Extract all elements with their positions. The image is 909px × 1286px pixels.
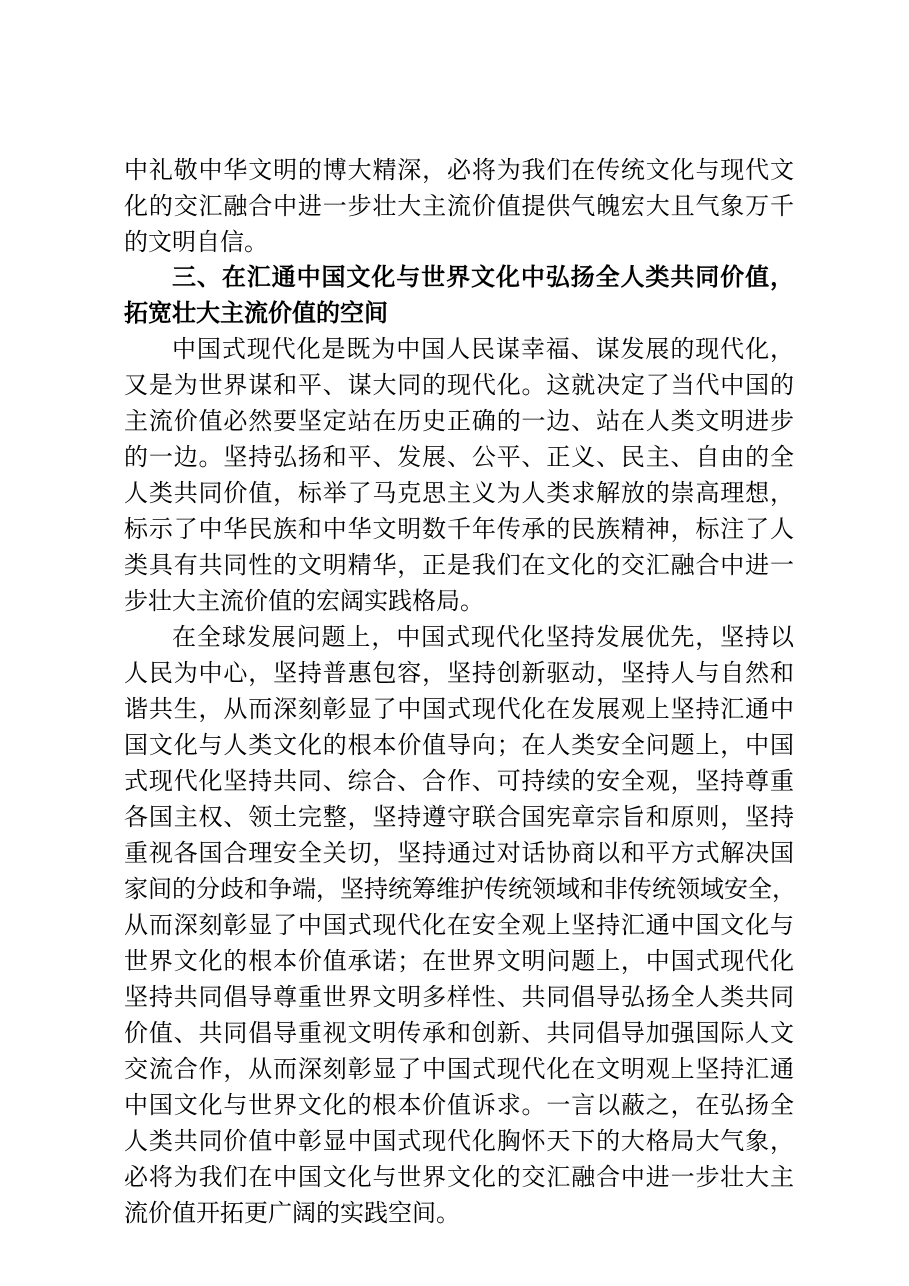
text-line: 的一边。坚持弘扬和平、发展、公平、正义、民主、自由的全 xyxy=(124,443,794,471)
text-line: 中国文化与世界文化的根本价值诉求。一言以蔽之，在弘扬全 xyxy=(124,1091,794,1119)
text-line: 谐共生，从而深刻彰显了中国式现代化在发展观上坚持汇通中 xyxy=(124,695,794,723)
text-line: 化的交汇融合中进一步壮大主流价值提供气魄宏大且气象万千 xyxy=(124,192,794,220)
text-line: 世界文化的根本价值承诺；在世界文明问题上，中国式现代化 xyxy=(124,947,794,975)
text-line: 在全球发展问题上，中国式现代化坚持发展优先，坚持以 xyxy=(172,623,794,651)
text-line: 价值、共同倡导重视文明传承和创新、共同倡导加强国际人文 xyxy=(124,1019,794,1047)
text-line: 家间的分歧和争端，坚持统筹维护传统领域和非传统领域安全， xyxy=(124,875,796,903)
text-line: 的文明自信。 xyxy=(124,228,268,256)
text-line: 人类共同价值，标举了马克思主义为人类求解放的崇高理想， xyxy=(124,479,794,507)
text-line: 又是为世界谋和平、谋大同的现代化。这就决定了当代中国的 xyxy=(124,371,794,399)
text-line: 从而深刻彰显了中国式现代化在安全观上坚持汇通中国文化与 xyxy=(124,911,794,939)
text-line: 中礼敬中华文明的博大精深，必将为我们在传统文化与现代文 xyxy=(124,156,794,184)
text-line: 交流合作，从而深刻彰显了中国式现代化在文明观上坚持汇通 xyxy=(124,1055,794,1083)
text-line: 坚持共同倡导尊重世界文明多样性、共同倡导弘扬全人类共同 xyxy=(124,983,794,1011)
text-line: 人民为中心，坚持普惠包容，坚持创新驱动，坚持人与自然和 xyxy=(124,659,794,687)
heading-line: 三、在汇通中国文化与世界文化中弘扬全人类共同价值， xyxy=(172,263,794,291)
heading-line: 拓宽壮大主流价值的空间 xyxy=(124,299,388,327)
text-line: 步壮大主流价值的宏阔实践格局。 xyxy=(124,587,484,615)
text-line: 标示了中华民族和中华文明数千年传承的民族精神，标注了人 xyxy=(124,515,794,543)
text-line: 人类共同价值中彰显中国式现代化胸怀天下的大格局大气象， xyxy=(124,1127,794,1155)
text-line: 中国式现代化是既为中国人民谋幸福、谋发展的现代化， xyxy=(172,335,794,363)
text-line: 流价值开拓更广阔的实践空间。 xyxy=(124,1199,460,1227)
text-line: 式现代化坚持共同、综合、合作、可持续的安全观，坚持尊重 xyxy=(124,767,794,795)
text-line: 主流价值必然要坚定站在历史正确的一边、站在人类文明进步 xyxy=(124,407,794,435)
text-line: 各国主权、领土完整，坚持遵守联合国宪章宗旨和原则，坚持 xyxy=(124,803,794,831)
text-line: 重视各国合理安全关切，坚持通过对话协商以和平方式解决国 xyxy=(124,839,794,867)
text-line: 国文化与人类文化的根本价值导向；在人类安全问题上，中国 xyxy=(124,731,794,759)
text-line: 类具有共同性的文明精华，正是我们在文化的交汇融合中进一 xyxy=(124,551,794,579)
text-line: 必将为我们在中国文化与世界文化的交汇融合中进一步壮大主 xyxy=(124,1163,794,1191)
